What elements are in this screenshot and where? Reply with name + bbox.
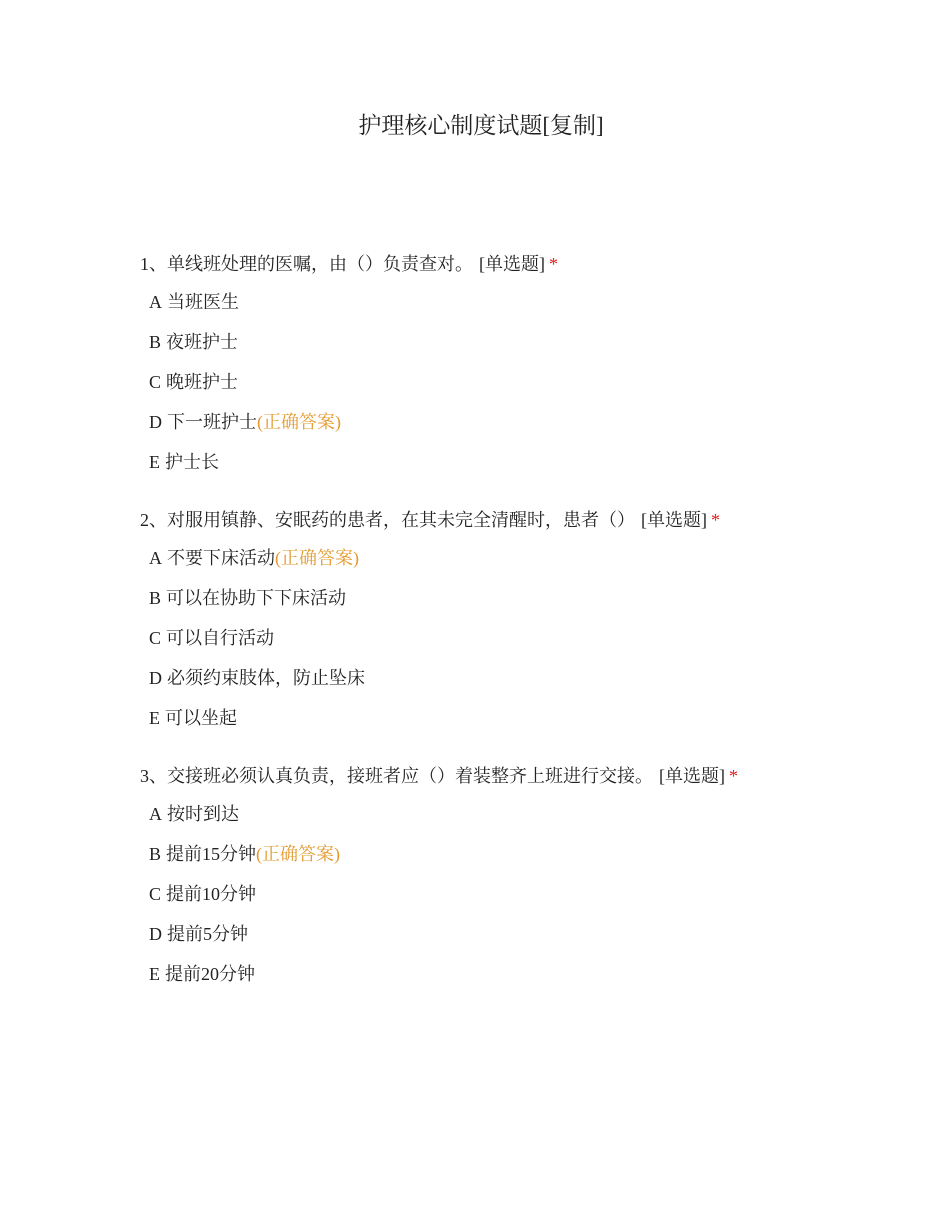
option-d xyxy=(149,922,920,946)
correct-answer-label: (正确答案) xyxy=(256,844,341,864)
option-a xyxy=(149,546,920,570)
question-2 xyxy=(140,506,920,730)
question-type: [单选题] xyxy=(641,510,707,530)
option-a xyxy=(149,290,920,314)
option-text: 提前10分钟 xyxy=(166,884,257,904)
option-text: 夜班护士 xyxy=(166,332,239,352)
option-d xyxy=(149,666,920,690)
option-letter: A xyxy=(149,292,162,312)
question-list xyxy=(140,250,920,1018)
required-mark: * xyxy=(729,766,738,786)
question-text: 2、对服用镇静、安眠药的患者，在其未完全清醒时，患者（） xyxy=(140,510,635,530)
option-text: 可以在协助下下床活动 xyxy=(166,588,347,608)
option-list xyxy=(140,290,920,474)
question-1 xyxy=(140,250,920,474)
option-e xyxy=(149,450,920,474)
option-text: 按时到达 xyxy=(167,804,239,824)
required-mark: * xyxy=(549,254,558,274)
option-letter: E xyxy=(149,452,160,472)
option-text: 提前5分钟 xyxy=(167,924,248,944)
question-text: 3、交接班必须认真负责，接班者应（）着装整齐上班进行交接。 xyxy=(140,766,653,786)
option-letter: E xyxy=(149,708,160,728)
question-3 xyxy=(140,762,920,986)
option-text: 当班医生 xyxy=(167,292,239,312)
option-text: 护士长 xyxy=(165,452,219,472)
option-d xyxy=(149,410,920,434)
option-text: 可以自行活动 xyxy=(166,628,275,648)
option-b xyxy=(149,586,920,610)
option-letter: A xyxy=(149,804,162,824)
option-letter: E xyxy=(149,964,160,984)
question-stem xyxy=(140,506,920,534)
option-letter: D xyxy=(149,412,162,432)
option-letter: C xyxy=(149,884,162,904)
correct-answer-label: (正确答案) xyxy=(275,548,359,568)
option-b xyxy=(149,842,920,866)
option-list xyxy=(140,802,920,986)
question-type: [单选题] xyxy=(479,254,545,274)
option-text: 提前20分钟 xyxy=(165,964,255,984)
option-list xyxy=(140,546,920,730)
option-text: 晚班护士 xyxy=(166,372,239,392)
option-letter: B xyxy=(149,332,162,352)
option-text: 下一班护士 xyxy=(167,412,257,432)
question-stem xyxy=(140,762,920,790)
question-stem xyxy=(140,250,920,278)
option-e xyxy=(149,962,920,986)
option-letter: B xyxy=(149,588,162,608)
page-title: 护理核心制度试题[复制] xyxy=(358,113,604,138)
option-c xyxy=(149,626,920,650)
required-mark: * xyxy=(711,510,720,530)
question-text: 1、单线班处理的医嘱，由（）负责查对。 xyxy=(140,254,473,274)
option-a xyxy=(149,802,920,826)
option-c xyxy=(149,370,920,394)
option-b xyxy=(149,330,920,354)
option-letter: B xyxy=(149,844,162,864)
option-c xyxy=(149,882,920,906)
option-letter: D xyxy=(149,924,162,944)
option-letter: C xyxy=(149,372,162,392)
option-text: 必须约束肢体，防止坠床 xyxy=(167,668,365,688)
correct-answer-label: (正确答案) xyxy=(257,412,341,432)
option-letter: C xyxy=(149,628,162,648)
option-e xyxy=(149,706,920,730)
option-text: 不要下床活动 xyxy=(167,548,275,568)
question-type: [单选题] xyxy=(659,766,725,786)
option-letter: A xyxy=(149,548,162,568)
option-letter: D xyxy=(149,668,162,688)
option-text: 提前15分钟 xyxy=(166,844,257,864)
option-text: 可以坐起 xyxy=(165,708,237,728)
